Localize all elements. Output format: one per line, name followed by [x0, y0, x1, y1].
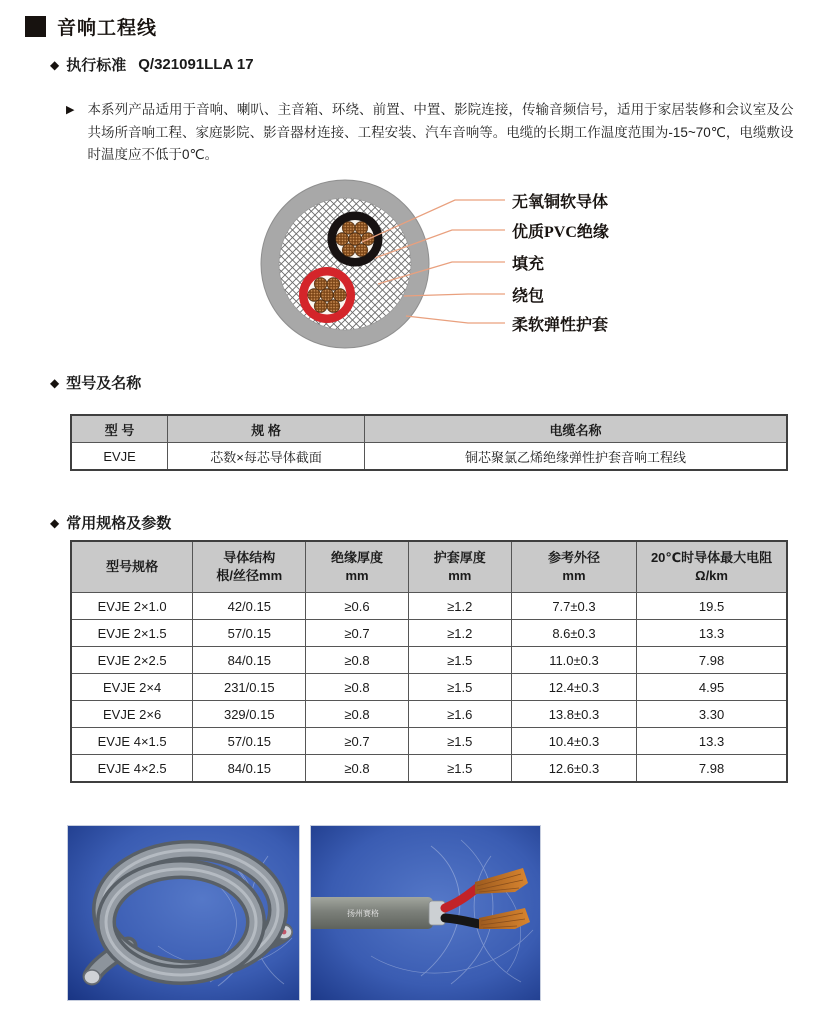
- cell: 12.6±0.3: [511, 755, 636, 783]
- section-title-model: 型号及名称: [66, 375, 142, 392]
- photo-stripped-cable: [310, 825, 541, 1001]
- cell: ≥1.6: [408, 701, 511, 728]
- cell: 7.98: [637, 755, 787, 783]
- col-header-model: 型 号: [71, 415, 168, 443]
- specifications-table: [70, 540, 788, 783]
- header-line: 型号规格: [106, 559, 159, 574]
- leader-line-sheath: [406, 316, 505, 323]
- cell: 7.98: [637, 647, 787, 674]
- table-header-row: [71, 541, 787, 593]
- cell: EVJE 2×1.0: [71, 593, 193, 620]
- cell: ≥0.8: [306, 674, 408, 701]
- table-row: [71, 647, 787, 674]
- description-row: [66, 99, 796, 167]
- model-name-table: [70, 414, 788, 471]
- cell: EVJE 4×1.5: [71, 728, 193, 755]
- cell: ≥0.8: [306, 701, 408, 728]
- cell: 3.30: [637, 701, 787, 728]
- col-header-conductor: [193, 541, 306, 593]
- cell-model: EVJE: [71, 443, 168, 471]
- cell: ≥1.5: [408, 674, 511, 701]
- section-heading-specs: [50, 512, 171, 533]
- diamond-bullet-icon: ◆: [50, 515, 60, 530]
- table-header-row: [71, 415, 787, 443]
- diamond-bullet-icon: ◆: [50, 375, 60, 390]
- cell: 11.0±0.3: [511, 647, 636, 674]
- black-square-icon: [25, 16, 46, 37]
- cell: ≥1.5: [408, 755, 511, 783]
- header-unit: mm: [448, 568, 472, 583]
- table-row: [71, 728, 787, 755]
- cable-cross-section-diagram: [0, 170, 814, 368]
- col-header-sheath: [408, 541, 511, 593]
- header-unit: Ω/km: [695, 568, 728, 583]
- diamond-bullet-icon: ◆: [50, 57, 60, 72]
- cell-cable-name: 铜芯聚氯乙烯绝缘弹性护套音响工程线: [365, 443, 787, 471]
- standard-value: Q/321091LLA 17: [138, 56, 254, 73]
- col-header-spec: 规 格: [168, 415, 365, 443]
- cell: 13.3: [637, 728, 787, 755]
- label-sheath: 柔软弹性护套: [512, 317, 609, 334]
- label-conductor: 无氧铜软导体: [512, 194, 609, 211]
- cell: 7.7±0.3: [511, 593, 636, 620]
- cell-spec: 芯数×每芯导体截面: [168, 443, 365, 471]
- header-unit: mm: [562, 568, 586, 583]
- header-unit: 根/丝径mm: [216, 568, 283, 583]
- standard-row: [50, 54, 254, 75]
- cell: 42/0.15: [193, 593, 306, 620]
- label-filling: 填充: [512, 256, 545, 273]
- header-unit: mm: [345, 568, 369, 583]
- conductor-red: [299, 267, 355, 323]
- cell: 13.3: [637, 620, 787, 647]
- header-line: 导体结构: [223, 550, 276, 565]
- cell: 84/0.15: [193, 647, 306, 674]
- cell: ≥0.8: [306, 755, 408, 783]
- cell: EVJE 2×6: [71, 701, 193, 728]
- cable-diagram-area: [0, 170, 814, 368]
- section-heading-model: [50, 372, 141, 393]
- coiled-cable-art: [68, 826, 299, 1000]
- cell: EVJE 4×2.5: [71, 755, 193, 783]
- cell: 57/0.15: [193, 620, 306, 647]
- table-row: [71, 593, 787, 620]
- photo-coiled-cable: [67, 825, 300, 1001]
- product-description: 本系列产品适用于音响、喇叭、主音箱、环绕、前置、中置、影院连接，传输音频信号，适用于家居装修和会议室及公共场所音响工程、家庭影院、影音器材连接、工程安装、汽车音响等。电缆的长期工作温度范围为-15~70℃，电缆敷设时温度应不低于0℃。: [87, 102, 794, 162]
- header-line: 护套厚度: [433, 550, 486, 565]
- table-row: [71, 674, 787, 701]
- table-row: [71, 620, 787, 647]
- table-row: [71, 701, 787, 728]
- cell: ≥1.5: [408, 647, 511, 674]
- col-header-resistance: [637, 541, 787, 593]
- cell: 329/0.15: [193, 701, 306, 728]
- cell: EVJE 2×2.5: [71, 647, 193, 674]
- label-insulation: 优质PVC绝缘: [512, 224, 609, 241]
- cell: ≥1.2: [408, 620, 511, 647]
- cell: EVJE 2×1.5: [71, 620, 193, 647]
- section-title-specs: 常用规格及参数: [66, 515, 172, 532]
- cell: 8.6±0.3: [511, 620, 636, 647]
- cable-print-text: 扬州赛格: [347, 909, 379, 918]
- cell: ≥0.7: [306, 620, 408, 647]
- standard-label: 执行标准: [66, 57, 127, 74]
- conductor-black: [328, 212, 383, 267]
- stripped-cable-art: [311, 826, 540, 1000]
- cell: ≥0.6: [306, 593, 408, 620]
- header-line: 参考外径: [547, 550, 600, 565]
- triangle-bullet-icon: ▶: [66, 104, 75, 116]
- cell: ≥1.2: [408, 593, 511, 620]
- table-row: [71, 755, 787, 783]
- page-title-block: [25, 13, 157, 40]
- col-header-diameter: [511, 541, 636, 593]
- cell: 19.5: [637, 593, 787, 620]
- col-header-model-spec: [71, 541, 193, 593]
- cell: 57/0.15: [193, 728, 306, 755]
- cell: 10.4±0.3: [511, 728, 636, 755]
- col-header-cable-name: 电缆名称: [365, 415, 787, 443]
- product-photos: [67, 825, 541, 1001]
- cell: EVJE 2×4: [71, 674, 193, 701]
- cell: ≥0.7: [306, 728, 408, 755]
- cell: 13.8±0.3: [511, 701, 636, 728]
- cell: ≥0.8: [306, 647, 408, 674]
- cell: 12.4±0.3: [511, 674, 636, 701]
- cell: 231/0.15: [193, 674, 306, 701]
- cell: 4.95: [637, 674, 787, 701]
- label-wrapping: 绕包: [512, 288, 545, 305]
- table-row: [71, 443, 787, 471]
- cell: ≥1.5: [408, 728, 511, 755]
- cell: 84/0.15: [193, 755, 306, 783]
- header-line: 绝缘厚度: [331, 550, 384, 565]
- page-title: 音响工程线: [57, 18, 158, 39]
- header-line: 20℃时导体最大电阻: [650, 550, 773, 565]
- col-header-insulation: [306, 541, 408, 593]
